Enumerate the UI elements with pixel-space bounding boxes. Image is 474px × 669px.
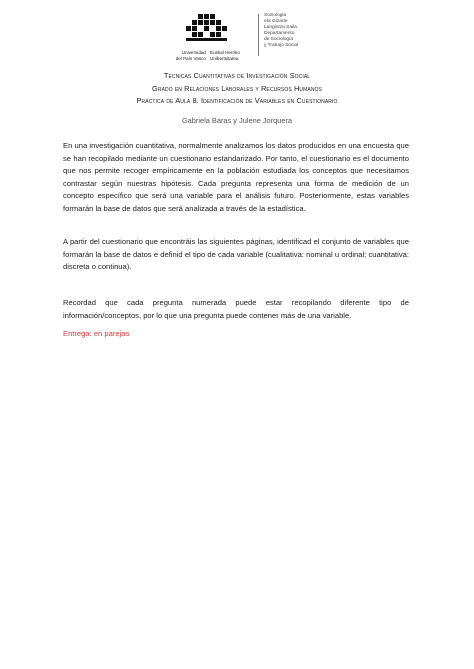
document-titles: [0, 70, 474, 108]
university-logo: [162, 14, 252, 61]
university-name-es: Universidad del País Vasco: [175, 50, 206, 61]
delivery-note: Entrega: en parejas: [63, 329, 130, 338]
authors: Gabriela Baras y Julene Jorquera: [181, 116, 293, 125]
university-name-eu: Euskal Herriko Unibertsitatea: [210, 50, 240, 61]
department-name: Soziologia eta Gizarte Langintza Saila Departamento de Sociología y Trabajo Social: [264, 13, 299, 48]
course-title: Técnicas Cuantitativas de Investigación Social: [163, 71, 311, 80]
reminder-paragraph: Recordad que cada pregunta numerada puede estar recopilando diferente tipo de información/conceptos, por lo que una pregunta puede contener más de una variable.: [63, 298, 409, 320]
intro-paragraph: En una investigación cuantitativa, normalmente analizamos los datos producidos en una encuesta que se han recopilado mediante un cuestionario estandarizado. Por tanto, el cuestionario es el documento que nos permite recoger empíricamente en la población estudiada los conceptos que necesitamos contrastar según nuestras hipótesis. Cada pregunta representa una forma de medición de un concepto específico que será una variable para el análisis futuro. Posteriormente, estas variables formarán la base de datos que será analizada a través de la estadística.: [63, 141, 409, 213]
practice-title: Práctica de Aula 8. Identificación de Variables en Cuestionario: [136, 96, 338, 106]
header-divider: [258, 14, 259, 56]
instructions-paragraph: A partir del cuestionario que encontráis las siguientes páginas, identificad el conjunto de variables que formarán la base de datos e definid el tipo de cada variable (cualitativa: nominal u ordinal; cuantitativa: discreta o continua).: [63, 237, 409, 271]
degree-title: Grado en Relaciones Laborales y Recursos Humanos: [152, 83, 322, 93]
university-emblem-icon: [184, 14, 230, 42]
